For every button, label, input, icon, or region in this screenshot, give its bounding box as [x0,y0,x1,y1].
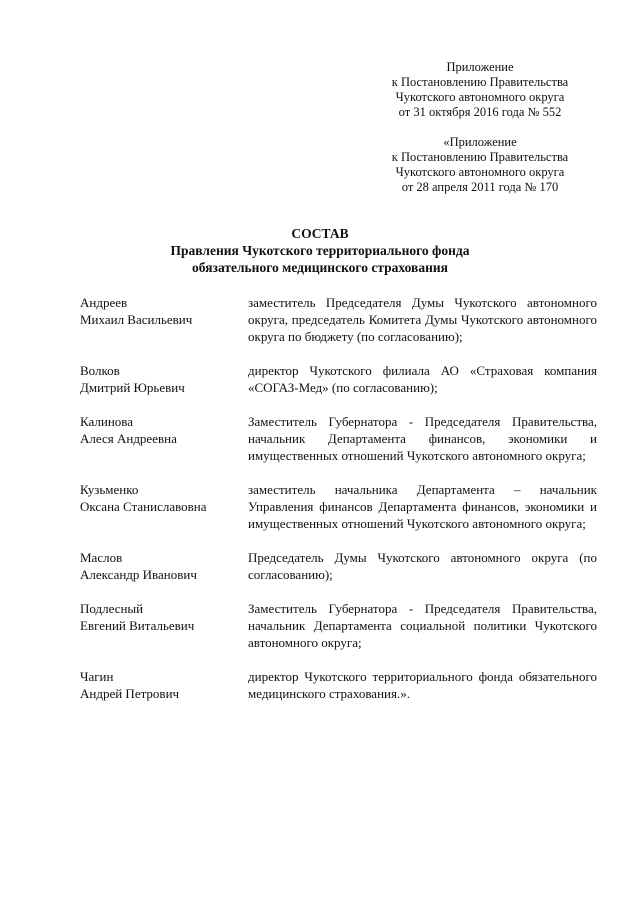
member-name [80,481,248,532]
member-entry [80,668,600,702]
member-role: директор Чукотского территориального фонда обязательного медицинского страхования.». [248,669,597,701]
member-entry [80,294,600,345]
member-role: заместитель начальника Департамента – начальник Управления финансов Департамента финансов, экономики и имущественных отношений Чукотского автономного округа; [248,482,597,531]
member-role: Председатель Думы Чукотского автономного округа (по согласованию); [248,550,597,582]
title-line-1: Правления Чукотского территориального фонда [170,243,470,258]
member-entry [80,413,600,464]
member-entry [80,549,600,583]
title-heading: СОСТАВ [291,226,349,241]
document-title [0,225,640,276]
member-given-name: Андрей Петрович [80,686,180,701]
member-name [80,294,248,345]
member-given-name: Евгений Витальевич [80,618,195,633]
appendix-line: Приложение [446,60,514,74]
member-role: заместитель Председателя Думы Чукотского автономного округа, председатель Комитета Думы Чукотского автономного округа по бюджету (по согласованию); [248,295,597,344]
member-surname: Маслов [80,550,123,565]
member-entry [80,362,600,396]
member-surname: Кузьменко [80,482,139,497]
appendix-line: от 28 апреля 2011 года № 170 [401,180,559,194]
appendix-line: Чукотского автономного округа [395,90,565,104]
member-given-name: Алеся Андреевна [80,431,177,446]
member-name [80,668,248,702]
member-role: Заместитель Губернатора - Председателя Правительства, начальник Департамента финансов, экономики и имущественных отношений Чукотского автономного округа; [248,414,597,463]
member-given-name: Александр Иванович [80,567,197,582]
appendix-header-previous [380,135,580,195]
member-surname: Андреев [80,295,128,310]
member-surname: Калинова [80,414,134,429]
member-name [80,600,248,651]
member-surname: Волков [80,363,120,378]
member-role: Заместитель Губернатора - Председателя Правительства, начальник Департамента социальной политики Чукотского автономного округа; [248,601,597,650]
member-given-name: Михаил Васильевич [80,312,193,327]
member-name [80,413,248,464]
member-given-name: Оксана Станиславовна [80,499,207,514]
member-entry [80,481,600,532]
title-line-2: обязательного медицинского страхования [192,260,448,275]
member-role: директор Чукотского филиала АО «Страховая компания «СОГАЗ-Мед» (по согласованию); [248,363,597,395]
member-name [80,549,248,583]
appendix-line: Чукотского автономного округа [395,165,565,179]
appendix-line: от 31 октября 2016 года № 552 [398,105,562,119]
appendix-line: к Постановлению Правительства [391,75,569,89]
members-list [80,294,600,719]
appendix-line: к Постановлению Правительства [391,150,569,164]
appendix-line: «Приложение [443,135,517,149]
member-name [80,362,248,396]
appendix-header-current [380,60,580,120]
member-surname: Чагин [80,669,114,684]
member-given-name: Дмитрий Юрьевич [80,380,185,395]
member-entry [80,600,600,651]
member-surname: Подлесный [80,601,144,616]
